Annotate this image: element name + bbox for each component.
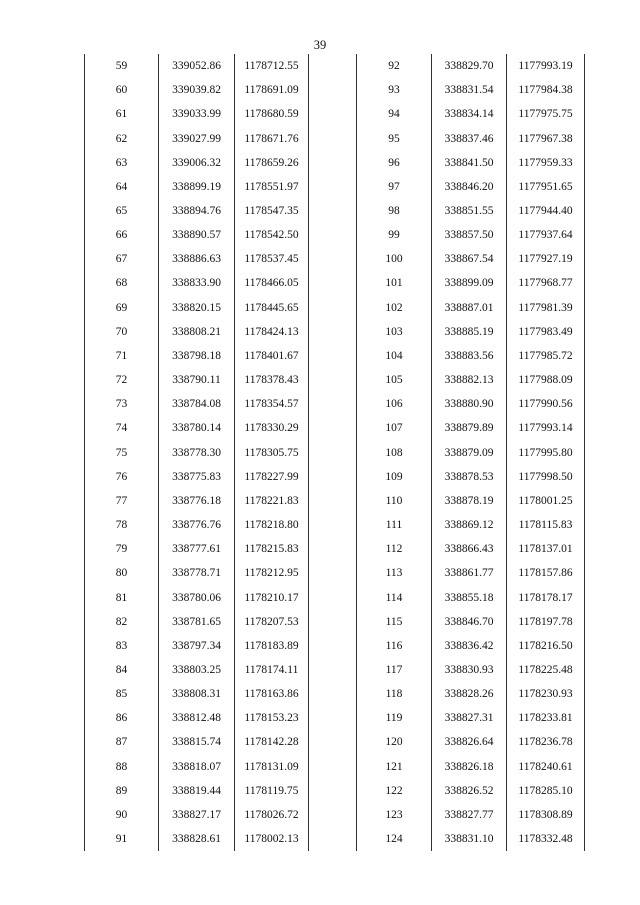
point-number-cell: 123 <box>357 803 432 827</box>
table-row <box>85 126 309 150</box>
y-coordinate-cell: 1178378.43 <box>235 368 309 392</box>
table-row <box>357 320 585 344</box>
x-coordinate-cell: 338828.26 <box>432 682 507 706</box>
point-number-cell: 121 <box>357 755 432 779</box>
y-coordinate-cell: 1178712.55 <box>235 54 309 78</box>
x-coordinate-cell: 338826.18 <box>432 755 507 779</box>
y-coordinate-cell: 1178225.48 <box>507 658 585 682</box>
table-row <box>357 247 585 271</box>
point-number-cell: 115 <box>357 610 432 634</box>
y-coordinate-cell: 1177951.65 <box>507 175 585 199</box>
x-coordinate-cell: 338866.43 <box>432 537 507 561</box>
table-row <box>85 223 309 247</box>
y-coordinate-cell: 1178212.95 <box>235 561 309 585</box>
table-row <box>357 706 585 730</box>
point-number-cell: 98 <box>357 199 432 223</box>
point-number-cell: 61 <box>85 102 159 126</box>
point-number-cell: 82 <box>85 610 159 634</box>
point-number-cell: 118 <box>357 682 432 706</box>
x-coordinate-cell: 338867.54 <box>432 247 507 271</box>
y-coordinate-cell: 1178466.05 <box>235 271 309 295</box>
y-coordinate-cell: 1178183.89 <box>235 634 309 658</box>
y-coordinate-cell: 1177967.38 <box>507 126 585 150</box>
y-coordinate-cell: 1178157.86 <box>507 561 585 585</box>
x-coordinate-cell: 338819.44 <box>159 779 235 803</box>
table-row <box>85 271 309 295</box>
x-coordinate-cell: 338855.18 <box>432 585 507 609</box>
x-coordinate-cell: 338886.63 <box>159 247 235 271</box>
y-coordinate-cell: 1177988.09 <box>507 368 585 392</box>
table-row <box>357 102 585 126</box>
x-coordinate-cell: 338776.76 <box>159 513 235 537</box>
point-number-cell: 83 <box>85 634 159 658</box>
x-coordinate-cell: 338776.18 <box>159 489 235 513</box>
y-coordinate-cell: 1178547.35 <box>235 199 309 223</box>
x-coordinate-cell: 338851.55 <box>432 199 507 223</box>
table-row <box>85 827 309 851</box>
y-coordinate-cell: 1178691.09 <box>235 78 309 102</box>
x-coordinate-cell: 338831.10 <box>432 827 507 851</box>
x-coordinate-cell: 338797.34 <box>159 634 235 658</box>
x-coordinate-cell: 338827.17 <box>159 803 235 827</box>
table-row <box>85 658 309 682</box>
point-number-cell: 74 <box>85 416 159 440</box>
y-coordinate-cell: 1178153.23 <box>235 706 309 730</box>
y-coordinate-cell: 1178354.57 <box>235 392 309 416</box>
table-row <box>85 537 309 561</box>
x-coordinate-cell: 339006.32 <box>159 151 235 175</box>
point-number-cell: 85 <box>85 682 159 706</box>
x-coordinate-cell: 338836.42 <box>432 634 507 658</box>
table-row <box>357 344 585 368</box>
point-number-cell: 107 <box>357 416 432 440</box>
y-coordinate-cell: 1178240.61 <box>507 755 585 779</box>
table-row <box>357 730 585 754</box>
y-coordinate-cell: 1178285.10 <box>507 779 585 803</box>
point-number-cell: 75 <box>85 441 159 465</box>
table-row <box>85 78 309 102</box>
table-row <box>357 585 585 609</box>
y-coordinate-cell: 1178236.78 <box>507 730 585 754</box>
table-row <box>357 151 585 175</box>
y-coordinate-cell: 1178137.01 <box>507 537 585 561</box>
point-number-cell: 65 <box>85 199 159 223</box>
x-coordinate-cell: 338833.90 <box>159 271 235 295</box>
point-number-cell: 112 <box>357 537 432 561</box>
x-coordinate-cell: 338818.07 <box>159 755 235 779</box>
point-number-cell: 113 <box>357 561 432 585</box>
x-coordinate-cell: 338899.09 <box>432 271 507 295</box>
x-coordinate-cell: 338846.20 <box>432 175 507 199</box>
y-coordinate-cell: 1177984.38 <box>507 78 585 102</box>
table-row <box>357 54 585 78</box>
point-number-cell: 92 <box>357 54 432 78</box>
y-coordinate-cell: 1177937.64 <box>507 223 585 247</box>
x-coordinate-cell: 338808.21 <box>159 320 235 344</box>
y-coordinate-cell: 1178424.13 <box>235 320 309 344</box>
x-coordinate-cell: 338829.70 <box>432 54 507 78</box>
x-coordinate-cell: 339052.86 <box>159 54 235 78</box>
point-number-cell: 89 <box>85 779 159 803</box>
point-number-cell: 84 <box>85 658 159 682</box>
table-row <box>85 175 309 199</box>
x-coordinate-cell: 338828.61 <box>159 827 235 851</box>
y-coordinate-cell: 1177927.19 <box>507 247 585 271</box>
y-coordinate-cell: 1178680.59 <box>235 102 309 126</box>
table-row <box>357 441 585 465</box>
y-coordinate-cell: 1177993.14 <box>507 416 585 440</box>
x-coordinate-cell: 338780.14 <box>159 416 235 440</box>
x-coordinate-cell: 338882.13 <box>432 368 507 392</box>
y-coordinate-cell: 1178026.72 <box>235 803 309 827</box>
y-coordinate-cell: 1178174.11 <box>235 658 309 682</box>
point-number-cell: 117 <box>357 658 432 682</box>
y-coordinate-cell: 1178551.97 <box>235 175 309 199</box>
x-coordinate-cell: 338885.19 <box>432 320 507 344</box>
table-row <box>357 779 585 803</box>
table-row <box>357 755 585 779</box>
y-coordinate-cell: 1178305.75 <box>235 441 309 465</box>
y-coordinate-cell: 1178210.17 <box>235 585 309 609</box>
x-coordinate-cell: 338857.50 <box>432 223 507 247</box>
point-number-cell: 59 <box>85 54 159 78</box>
table-row <box>357 682 585 706</box>
y-coordinate-cell: 1178207.53 <box>235 610 309 634</box>
table-row <box>85 634 309 658</box>
page-number: 39 <box>313 38 327 52</box>
y-coordinate-cell: 1178119.75 <box>235 779 309 803</box>
point-number-cell: 62 <box>85 126 159 150</box>
table-row <box>85 755 309 779</box>
coordinate-table-left <box>84 54 309 851</box>
x-coordinate-cell: 338808.31 <box>159 682 235 706</box>
x-coordinate-cell: 338841.50 <box>432 151 507 175</box>
point-number-cell: 80 <box>85 561 159 585</box>
x-coordinate-cell: 338830.93 <box>432 658 507 682</box>
table-row <box>357 175 585 199</box>
point-number-cell: 124 <box>357 827 432 851</box>
point-number-cell: 76 <box>85 465 159 489</box>
table-row <box>85 441 309 465</box>
table-row <box>357 296 585 320</box>
table-row <box>357 610 585 634</box>
y-coordinate-cell: 1178445.65 <box>235 296 309 320</box>
point-number-cell: 77 <box>85 489 159 513</box>
y-coordinate-cell: 1178230.93 <box>507 682 585 706</box>
point-number-cell: 97 <box>357 175 432 199</box>
table-row <box>85 561 309 585</box>
x-coordinate-cell: 338846.70 <box>432 610 507 634</box>
table-row <box>357 223 585 247</box>
y-coordinate-cell: 1178659.26 <box>235 151 309 175</box>
point-number-cell: 106 <box>357 392 432 416</box>
table-row <box>85 706 309 730</box>
point-number-cell: 87 <box>85 730 159 754</box>
x-coordinate-cell: 338815.74 <box>159 730 235 754</box>
x-coordinate-cell: 338780.06 <box>159 585 235 609</box>
table-row <box>357 658 585 682</box>
x-coordinate-cell: 338869.12 <box>432 513 507 537</box>
y-coordinate-cell: 1178178.17 <box>507 585 585 609</box>
y-coordinate-cell: 1178308.89 <box>507 803 585 827</box>
x-coordinate-cell: 338879.09 <box>432 441 507 465</box>
table-row <box>357 392 585 416</box>
y-coordinate-cell: 1178215.83 <box>235 537 309 561</box>
x-coordinate-cell: 338826.64 <box>432 730 507 754</box>
point-number-cell: 63 <box>85 151 159 175</box>
table-row <box>85 803 309 827</box>
x-coordinate-cell: 338890.57 <box>159 223 235 247</box>
point-number-cell: 100 <box>357 247 432 271</box>
y-coordinate-cell: 1177995.80 <box>507 441 585 465</box>
x-coordinate-cell: 338777.61 <box>159 537 235 561</box>
table-row <box>357 368 585 392</box>
y-coordinate-cell: 1178401.67 <box>235 344 309 368</box>
point-number-cell: 116 <box>357 634 432 658</box>
point-number-cell: 120 <box>357 730 432 754</box>
table-row <box>85 151 309 175</box>
x-coordinate-cell: 338784.08 <box>159 392 235 416</box>
table-row <box>85 392 309 416</box>
point-number-cell: 79 <box>85 537 159 561</box>
point-number-cell: 114 <box>357 585 432 609</box>
x-coordinate-cell: 338775.83 <box>159 465 235 489</box>
x-coordinate-cell: 338878.19 <box>432 489 507 513</box>
point-number-cell: 91 <box>85 827 159 851</box>
y-coordinate-cell: 1178131.09 <box>235 755 309 779</box>
table-row <box>85 320 309 344</box>
point-number-cell: 68 <box>85 271 159 295</box>
table-row <box>85 416 309 440</box>
y-coordinate-cell: 1177944.40 <box>507 199 585 223</box>
y-coordinate-cell: 1178216.50 <box>507 634 585 658</box>
x-coordinate-cell: 339033.99 <box>159 102 235 126</box>
x-coordinate-cell: 339039.82 <box>159 78 235 102</box>
point-number-cell: 102 <box>357 296 432 320</box>
table-row <box>357 803 585 827</box>
point-number-cell: 93 <box>357 78 432 102</box>
table-row <box>85 585 309 609</box>
y-coordinate-cell: 1178142.28 <box>235 730 309 754</box>
point-number-cell: 70 <box>85 320 159 344</box>
x-coordinate-cell: 338878.53 <box>432 465 507 489</box>
y-coordinate-cell: 1178233.81 <box>507 706 585 730</box>
point-number-cell: 67 <box>85 247 159 271</box>
table-row <box>357 78 585 102</box>
point-number-cell: 72 <box>85 368 159 392</box>
table-row <box>357 465 585 489</box>
x-coordinate-cell: 338831.54 <box>432 78 507 102</box>
y-coordinate-cell: 1178330.29 <box>235 416 309 440</box>
x-coordinate-cell: 338820.15 <box>159 296 235 320</box>
x-coordinate-cell: 338883.56 <box>432 344 507 368</box>
table-row <box>85 682 309 706</box>
table-row <box>357 489 585 513</box>
y-coordinate-cell: 1177993.19 <box>507 54 585 78</box>
x-coordinate-cell: 338826.52 <box>432 779 507 803</box>
table-row <box>85 296 309 320</box>
y-coordinate-cell: 1177959.33 <box>507 151 585 175</box>
table-row <box>357 513 585 537</box>
point-number-cell: 103 <box>357 320 432 344</box>
x-coordinate-cell: 338887.01 <box>432 296 507 320</box>
x-coordinate-cell: 338778.30 <box>159 441 235 465</box>
x-coordinate-cell: 338790.11 <box>159 368 235 392</box>
point-number-cell: 86 <box>85 706 159 730</box>
y-coordinate-cell: 1177990.56 <box>507 392 585 416</box>
x-coordinate-cell: 338834.14 <box>432 102 507 126</box>
x-coordinate-cell: 339027.99 <box>159 126 235 150</box>
x-coordinate-cell: 338827.77 <box>432 803 507 827</box>
point-number-cell: 88 <box>85 755 159 779</box>
y-coordinate-cell: 1177975.75 <box>507 102 585 126</box>
y-coordinate-cell: 1178221.83 <box>235 489 309 513</box>
point-number-cell: 104 <box>357 344 432 368</box>
y-coordinate-cell: 1177981.39 <box>507 296 585 320</box>
y-coordinate-cell: 1177985.72 <box>507 344 585 368</box>
point-number-cell: 64 <box>85 175 159 199</box>
y-coordinate-cell: 1178002.13 <box>235 827 309 851</box>
x-coordinate-cell: 338798.18 <box>159 344 235 368</box>
y-coordinate-cell: 1177983.49 <box>507 320 585 344</box>
point-number-cell: 90 <box>85 803 159 827</box>
y-coordinate-cell: 1178163.86 <box>235 682 309 706</box>
table-row <box>357 537 585 561</box>
table-row <box>357 561 585 585</box>
point-number-cell: 60 <box>85 78 159 102</box>
point-number-cell: 78 <box>85 513 159 537</box>
table-row <box>85 368 309 392</box>
point-number-cell: 99 <box>357 223 432 247</box>
x-coordinate-cell: 338778.71 <box>159 561 235 585</box>
table-row <box>357 827 585 851</box>
point-number-cell: 110 <box>357 489 432 513</box>
table-row <box>85 199 309 223</box>
table-row <box>357 271 585 295</box>
y-coordinate-cell: 1177968.77 <box>507 271 585 295</box>
y-coordinate-cell: 1178671.76 <box>235 126 309 150</box>
point-number-cell: 101 <box>357 271 432 295</box>
table-row <box>85 344 309 368</box>
x-coordinate-cell: 338861.77 <box>432 561 507 585</box>
y-coordinate-cell: 1178115.83 <box>507 513 585 537</box>
table-row <box>85 465 309 489</box>
y-coordinate-cell: 1178197.78 <box>507 610 585 634</box>
point-number-cell: 111 <box>357 513 432 537</box>
point-number-cell: 81 <box>85 585 159 609</box>
coordinate-table-right <box>356 54 585 851</box>
point-number-cell: 122 <box>357 779 432 803</box>
x-coordinate-cell: 338879.89 <box>432 416 507 440</box>
table-row <box>85 54 309 78</box>
point-number-cell: 108 <box>357 441 432 465</box>
point-number-cell: 69 <box>85 296 159 320</box>
table-row <box>357 634 585 658</box>
table-row <box>85 610 309 634</box>
x-coordinate-cell: 338827.31 <box>432 706 507 730</box>
point-number-cell: 73 <box>85 392 159 416</box>
x-coordinate-cell: 338899.19 <box>159 175 235 199</box>
point-number-cell: 95 <box>357 126 432 150</box>
x-coordinate-cell: 338781.65 <box>159 610 235 634</box>
x-coordinate-cell: 338894.76 <box>159 199 235 223</box>
y-coordinate-cell: 1178001.25 <box>507 489 585 513</box>
table-row <box>85 247 309 271</box>
y-coordinate-cell: 1178542.50 <box>235 223 309 247</box>
y-coordinate-cell: 1178332.48 <box>507 827 585 851</box>
table-row <box>85 730 309 754</box>
table-row <box>357 416 585 440</box>
table-row <box>85 779 309 803</box>
y-coordinate-cell: 1178227.99 <box>235 465 309 489</box>
x-coordinate-cell: 338880.90 <box>432 392 507 416</box>
point-number-cell: 96 <box>357 151 432 175</box>
x-coordinate-cell: 338803.25 <box>159 658 235 682</box>
y-coordinate-cell: 1178218.80 <box>235 513 309 537</box>
x-coordinate-cell: 338837.46 <box>432 126 507 150</box>
table-row <box>85 489 309 513</box>
point-number-cell: 105 <box>357 368 432 392</box>
point-number-cell: 109 <box>357 465 432 489</box>
point-number-cell: 94 <box>357 102 432 126</box>
table-row <box>357 199 585 223</box>
table-row <box>85 102 309 126</box>
x-coordinate-cell: 338812.48 <box>159 706 235 730</box>
table-row <box>85 513 309 537</box>
y-coordinate-cell: 1177998.50 <box>507 465 585 489</box>
table-row <box>357 126 585 150</box>
point-number-cell: 71 <box>85 344 159 368</box>
point-number-cell: 66 <box>85 223 159 247</box>
y-coordinate-cell: 1178537.45 <box>235 247 309 271</box>
point-number-cell: 119 <box>357 706 432 730</box>
